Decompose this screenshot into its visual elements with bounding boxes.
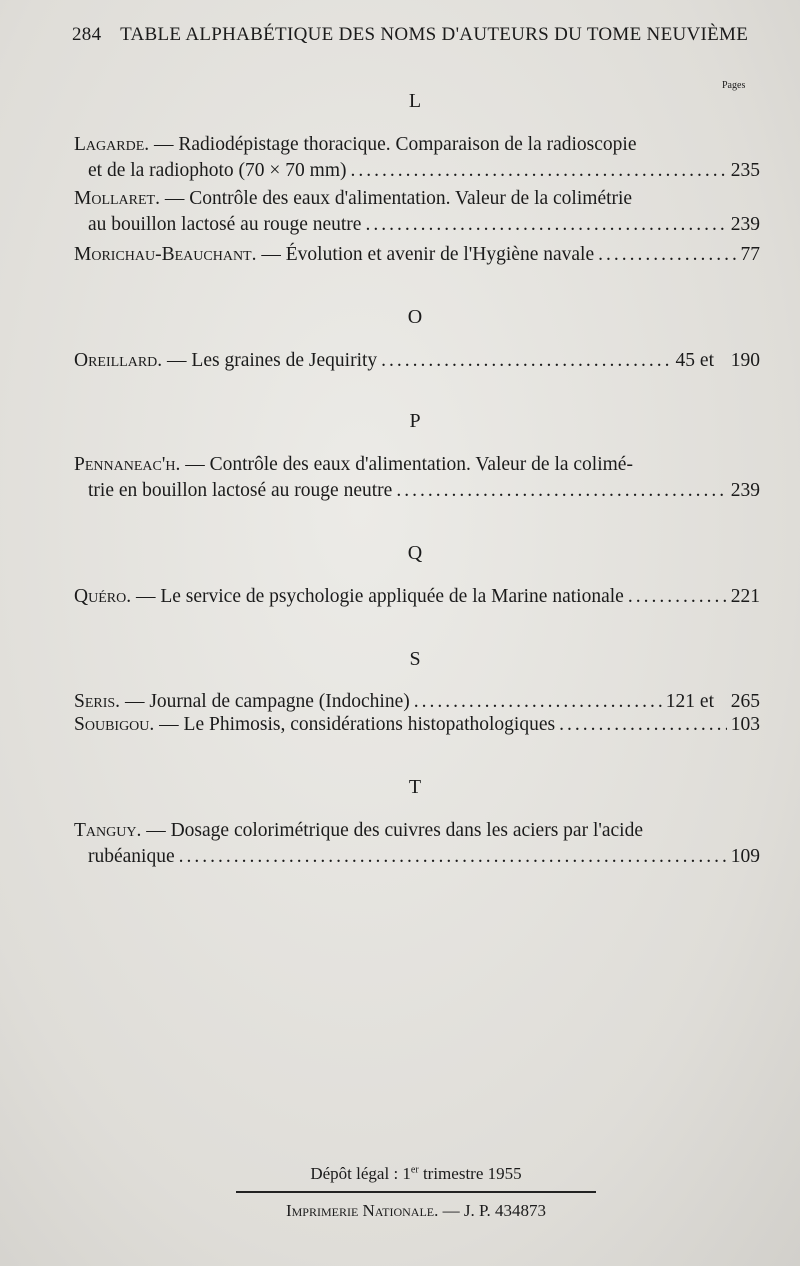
entry-title: — Dosage colorimétrique des cuivres dans les aciers par l'acide — [141, 820, 644, 841]
section-letter-l: L — [408, 90, 422, 112]
entry-title: — Contrôle des eaux d'alimentation. Valeur de la colimé- — [180, 454, 633, 475]
legal-deposit-text: trimestre 1955 — [418, 1164, 522, 1183]
section-letter-p: P — [409, 410, 421, 432]
page-ref: 239 — [730, 214, 760, 235]
index-entry — [74, 186, 760, 238]
leader-dots — [350, 158, 726, 184]
entry-title-continued: rubéanique — [88, 846, 175, 867]
section-letter-q: Q — [407, 542, 423, 564]
entry-title: — Journal de campagne (Indochine) — [120, 691, 410, 712]
page-ref: 121 et — [665, 691, 714, 712]
index-entry — [74, 584, 760, 610]
entry-title-continued: au bouillon lactosé au rouge neutre — [88, 214, 362, 235]
author-name: Soubigou. — [74, 714, 155, 735]
page-ref: 109 — [730, 846, 760, 867]
leader-dots — [396, 478, 726, 504]
author-name: Oreillard. — [74, 350, 163, 371]
author-name: Pennaneac'h. — [74, 454, 181, 475]
printer-name: Imprimerie Nationale. — [285, 1201, 439, 1220]
page-ref: 239 — [730, 480, 760, 501]
author-name: Morichau-Beauchant. — [74, 244, 257, 265]
author-name: Seris. — [74, 691, 121, 712]
page-ref-second: 190 — [730, 350, 760, 371]
footer-rule — [236, 1191, 596, 1193]
pages-column-label: Pages — [722, 80, 746, 91]
leader-dots — [559, 712, 727, 738]
leader-dots — [628, 584, 727, 610]
index-entry — [74, 242, 760, 268]
author-name: Tanguy. — [74, 820, 142, 841]
entry-title: — Les graines de Jequirity — [162, 350, 378, 371]
leader-dots — [598, 242, 736, 268]
entry-title: — Le Phimosis, considérations histopathologiques — [154, 714, 556, 735]
legal-deposit-text: Dépôt légal : 1 — [310, 1164, 411, 1183]
page-ref: 235 — [730, 160, 760, 181]
page-ref: 45 et — [675, 350, 714, 371]
index-entry — [74, 348, 760, 374]
leader-dots — [381, 348, 671, 374]
header-title: TABLE ALPHABÉTIQUE DES NOMS D'AUTEURS DU TOME NEUVIÈME — [120, 24, 749, 45]
print-reference: — J. P. 434873 — [438, 1201, 547, 1220]
index-entry — [74, 712, 760, 738]
page-number: 284 — [72, 24, 102, 45]
author-name: Mollaret. — [74, 188, 160, 209]
section-letter-s: S — [409, 648, 421, 670]
entry-title-continued: trie en bouillon lactosé au rouge neutre — [88, 480, 393, 501]
page-ref: 77 — [740, 244, 760, 265]
running-header — [72, 24, 762, 46]
index-entry — [74, 132, 760, 184]
section-letter-t: T — [408, 776, 422, 798]
author-name: Quéro. — [74, 586, 132, 607]
legal-deposit — [236, 1164, 596, 1184]
index-entry — [74, 818, 760, 870]
index-entry — [74, 452, 760, 504]
section-letter-o: O — [407, 306, 423, 328]
entry-title: — Radiodépistage thoracique. Comparaison de la radioscopie — [149, 134, 637, 155]
leader-dots — [365, 212, 726, 238]
legal-deposit-superscript: er — [410, 1164, 419, 1176]
entry-title: — Le service de psychologie appliquée de la Marine nationale — [131, 586, 624, 607]
printer-imprint — [236, 1201, 596, 1221]
author-name: Lagarde. — [74, 134, 150, 155]
entry-title: — Contrôle des eaux d'alimentation. Valeur de la colimétrie — [159, 188, 633, 209]
page-ref: 221 — [730, 586, 760, 607]
entry-title: — Évolution et avenir de l'Hygiène navale — [256, 244, 595, 265]
page-ref-second: 265 — [730, 691, 760, 712]
page-ref: 103 — [730, 714, 760, 735]
leader-dots — [179, 844, 727, 870]
entry-title-continued: et de la radiophoto (70 × 70 mm) — [88, 160, 347, 181]
